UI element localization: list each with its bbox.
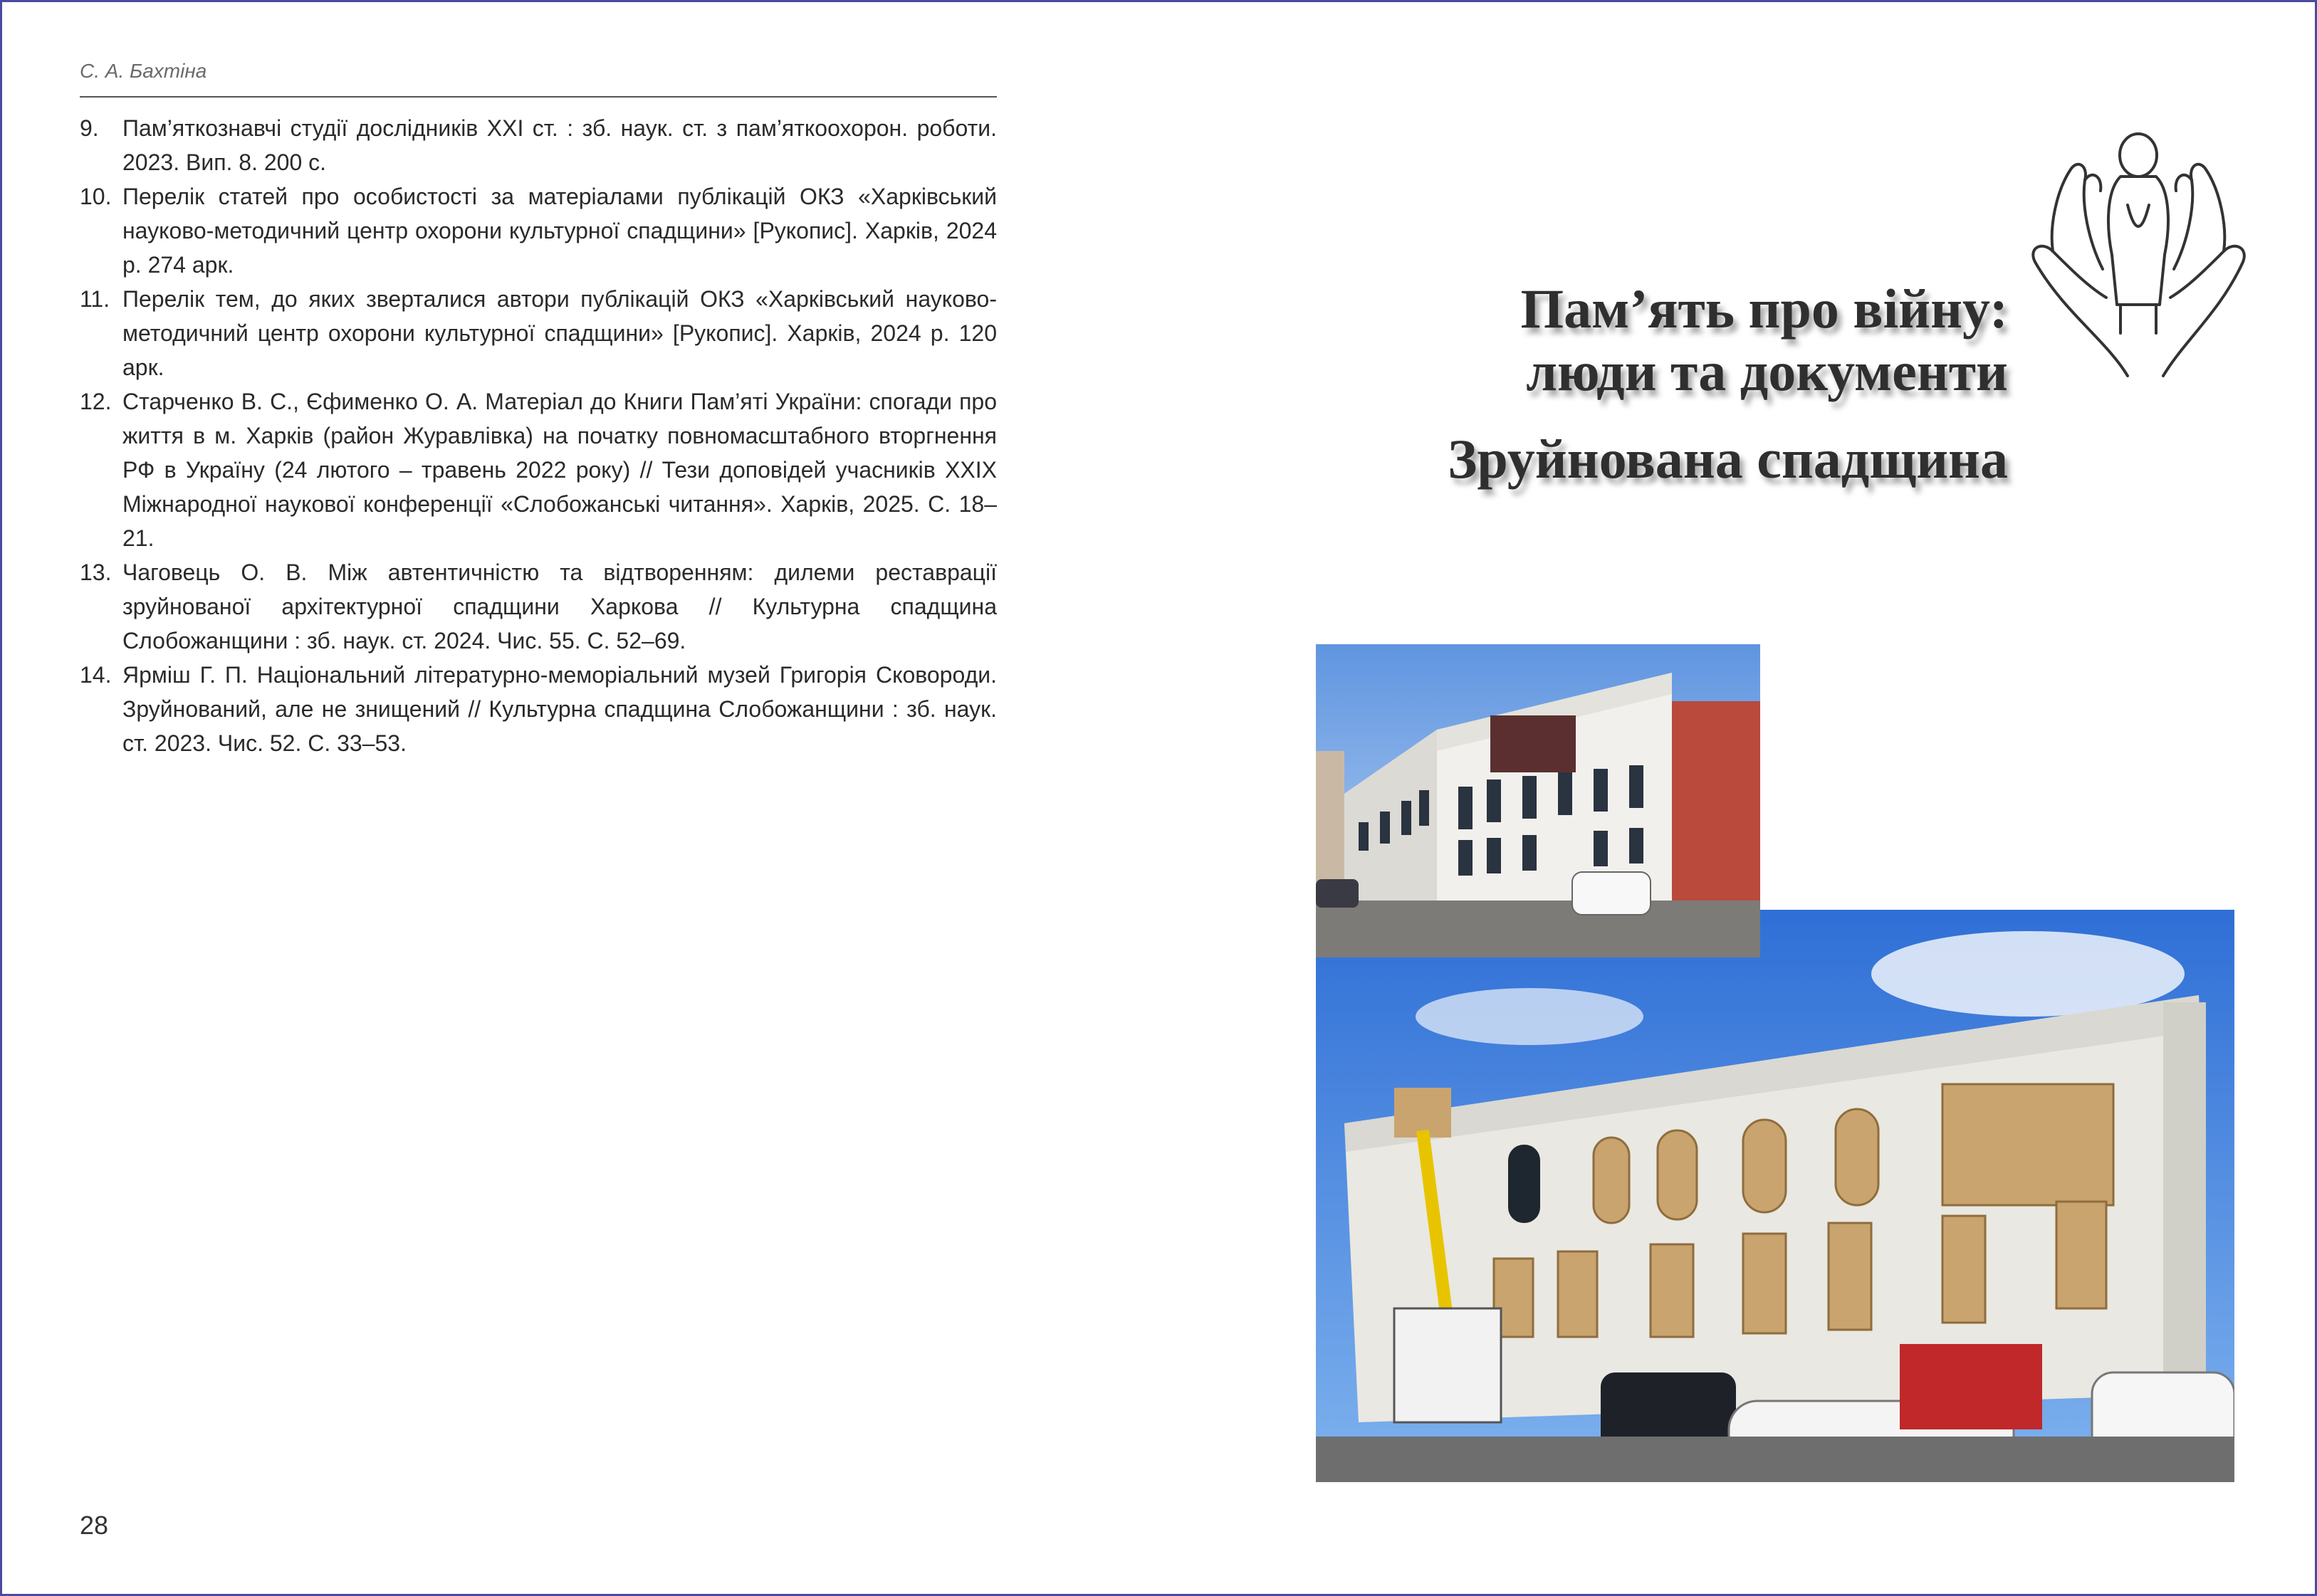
running-head-author: С. А. Бахтіна	[80, 60, 207, 82]
reference-number: 9.	[80, 115, 99, 141]
hands-holding-figure-icon	[2021, 127, 2256, 383]
header-rule	[80, 96, 997, 98]
reference-text: Пам’яткознавчі студії дослідників XXI ст. : зб. наук. ст. з пам’яткоохорон. роботи. 2023. Вип. 8. 200 с.	[122, 115, 997, 175]
reference-text: Ярміш Г. П. Національний літературно-меморіальний музей Григорія Сковороди. Зруйнований, але не знищений // Культурна спадщина Слобожанщини : зб. наук. ст. 2023. Чис. 52. С. 33–53.	[122, 662, 997, 756]
reference-item	[80, 658, 997, 760]
reference-number: 14.	[80, 662, 112, 688]
reference-item	[80, 555, 997, 658]
heading-line-2: люди та документи	[1526, 340, 2008, 402]
photo-building-before	[1316, 644, 1760, 957]
reference-number: 11.	[80, 286, 110, 312]
reference-item	[80, 384, 997, 555]
reference-item	[80, 111, 997, 179]
reference-text: Перелік тем, до яких зверталися автори публікацій ОКЗ «Харківський науково-методичний центр охорони культурної спадщини» [Рукопис]. Харків, 2024 р. 120 арк.	[122, 286, 997, 380]
reference-item	[80, 282, 997, 384]
page-number: 28	[80, 1511, 109, 1540]
section-subtitle: Зруйнована спадщина	[1448, 428, 2008, 490]
reference-text: Перелік статей про особистості за матеріалами публікацій ОКЗ «Харківський науково-методичний центр охорони культурної спадщини» [Рукопис]. Харків, 2024 р. 274 арк.	[122, 184, 997, 278]
heading-line-1: Пам’ять про війну:	[1520, 278, 2008, 340]
reference-number: 10.	[80, 184, 112, 209]
photo-damaged-building	[1316, 910, 2234, 1482]
section-heading	[1396, 278, 2008, 403]
reference-number: 13.	[80, 560, 112, 585]
reference-list	[80, 111, 997, 760]
reference-text: Чаговець О. В. Між автентичністю та відтворенням: дилеми реставрації зруйнованої архітектурної спадщини Харкова // Культурна спадщина Слобожанщини : зб. наук. ст. 2024. Чис. 55. С. 52–69.	[122, 560, 997, 653]
reference-number: 12.	[80, 389, 112, 414]
reference-item	[80, 179, 997, 282]
reference-text: Старченко В. С., Єфименко О. А. Матеріал до Книги Пам’яті України: спогади про життя в м. Харків (район Журавлівка) на початку повномасштабного вторгнення РФ в Україну (24 лютого – травень 2022 року) // Тези доповідей учасників XXIX Міжнародної наукової конференції «Слобожанські читання». Харків, 2025. С. 18–21.	[122, 389, 997, 551]
